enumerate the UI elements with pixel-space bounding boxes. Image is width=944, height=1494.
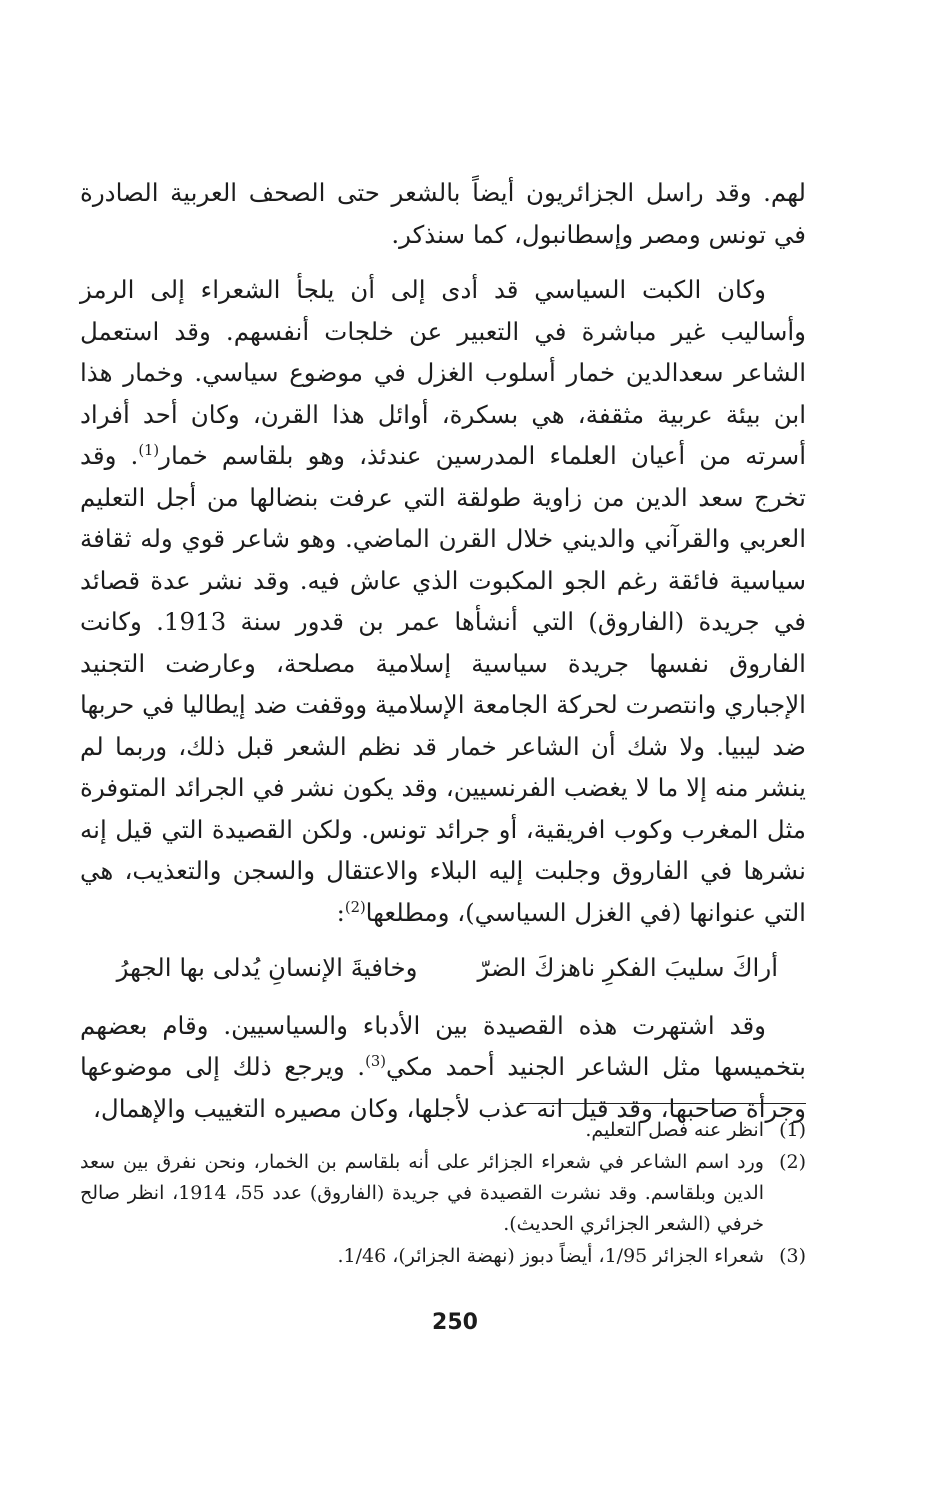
footnote-number: (2): [779, 1151, 806, 1173]
poem-verse: [80, 947, 806, 989]
footnote-text: ورد اسم الشاعر في شعراء الجزائر على أنه بلقاسم بن الخمار، ونحن نفرق بين سعد الدين وبلقاسم. وقد نشرت القصيدة في جريدة (الفاروق) عدد 55، 1914، انظر صالح خرفي (الشعر الجزائري الحديث).: [80, 1151, 764, 1235]
footnote-2: [80, 1147, 806, 1240]
footnote-ref-2: (2): [344, 898, 366, 916]
verse-first-hemistich: أراكَ سليبَ الفكرِ ناهزكَ الضرّ: [477, 953, 778, 982]
paragraph-3-part-2: . ويرجع ذلك إلى موضوعها وجرأة صاحبها، وقد قيل انه عذب لأجلها، وكان مصيره التغييب والإهمال،: [80, 1052, 806, 1123]
footnote-3: [80, 1241, 806, 1272]
verse-second-hemistich: وخافيةَ الإنسانِ يُدلى بها الجهرُ: [116, 953, 418, 982]
footnote-text: شعراء الجزائر 1/95، أيضاً دبوز (نهضة الجزائر)، 1/46.: [337, 1245, 764, 1267]
footnote-number: (1): [779, 1119, 806, 1141]
paragraph-2: [80, 269, 806, 933]
footnote-number: (3): [779, 1245, 806, 1267]
page-number: 250: [432, 1310, 478, 1335]
page-body: [80, 172, 806, 1129]
footnote-divider: [520, 1103, 806, 1104]
footnote-1: [80, 1115, 806, 1146]
footnote-ref-3: (3): [365, 1052, 386, 1070]
paragraph-3-part-1: وقد اشتهرت هذه القصيدة بين الأدباء والسياسيين. وقام بعضهم بتخميسها مثل الشاعر الجنيد أحمد مكي: [80, 1010, 806, 1081]
paragraph-2-part-2: . وقد تخرج سعد الدين من زاوية طولقة التي عرفت بنضالها من أجل التعليم العربي والقرآني والديني خلال القرن الماضي. وهو شاعر قوي وله ثقافة سياسية فائقة رغم الجو المكبوت الذي عاش فيه. وقد نشر عدة قصائد في جريدة (الفاروق) التي أنشأها عمر بن قدور سنة 1913. وكانت الفاروق نفسها جريدة سياسية إسلامية مصلحة، وعارضت التجنيد الإجباري وانتصرت لحركة الجامعة الإسلامية ووقفت ضد إيطاليا في حربها ضد ليبيا. ولا شك أن الشاعر خمار قد نظم الشعر قبل ذلك، وربما لم ينشر منه إلا ما لا يغضب الفرنسيين، وقد يكون نشر في الجرائد المتوفرة مثل المغرب وكوب افريقية، أو جرائد تونس. ولكن القصيدة التي قيل إنه نشرها في الفاروق وجلبت إليه البلاء والاعتقال والسجن والتعذيب، هي التي عنوانها (في الغزل السياسي)، ومطلعها: [80, 441, 806, 927]
paragraph-1: لهم. وقد راسل الجزائريون أيضاً بالشعر حتى الصحف العربية الصادرة في تونس ومصر وإسطانبول، كما سنذكر.: [80, 178, 806, 249]
footnote-text: انظر عنه فصل التعليم.: [585, 1119, 764, 1141]
footnotes: [80, 1115, 806, 1273]
paragraph-3: [80, 1005, 806, 1130]
paragraph-2-part-1: وكان الكبت السياسي قد أدى إلى أن يلجأ الشعراء إلى الرمز وأساليب غير مباشرة في التعبير عن خلجات أنفسهم. وقد استعمل الشاعر سعدالدين خمار أسلوب الغزل في موضوع سياسي. وخمار هذا ابن بيئة عربية مثقفة، هي بسكرة، أوائل هذا القرن، وكان أحد أفراد أسرته من أعيان العلماء المدرسين عندئذ، وهو بلقاسم خمار: [80, 275, 806, 470]
footnote-ref-1: (1): [138, 441, 160, 459]
paragraph-2-part-3: :: [336, 897, 345, 927]
